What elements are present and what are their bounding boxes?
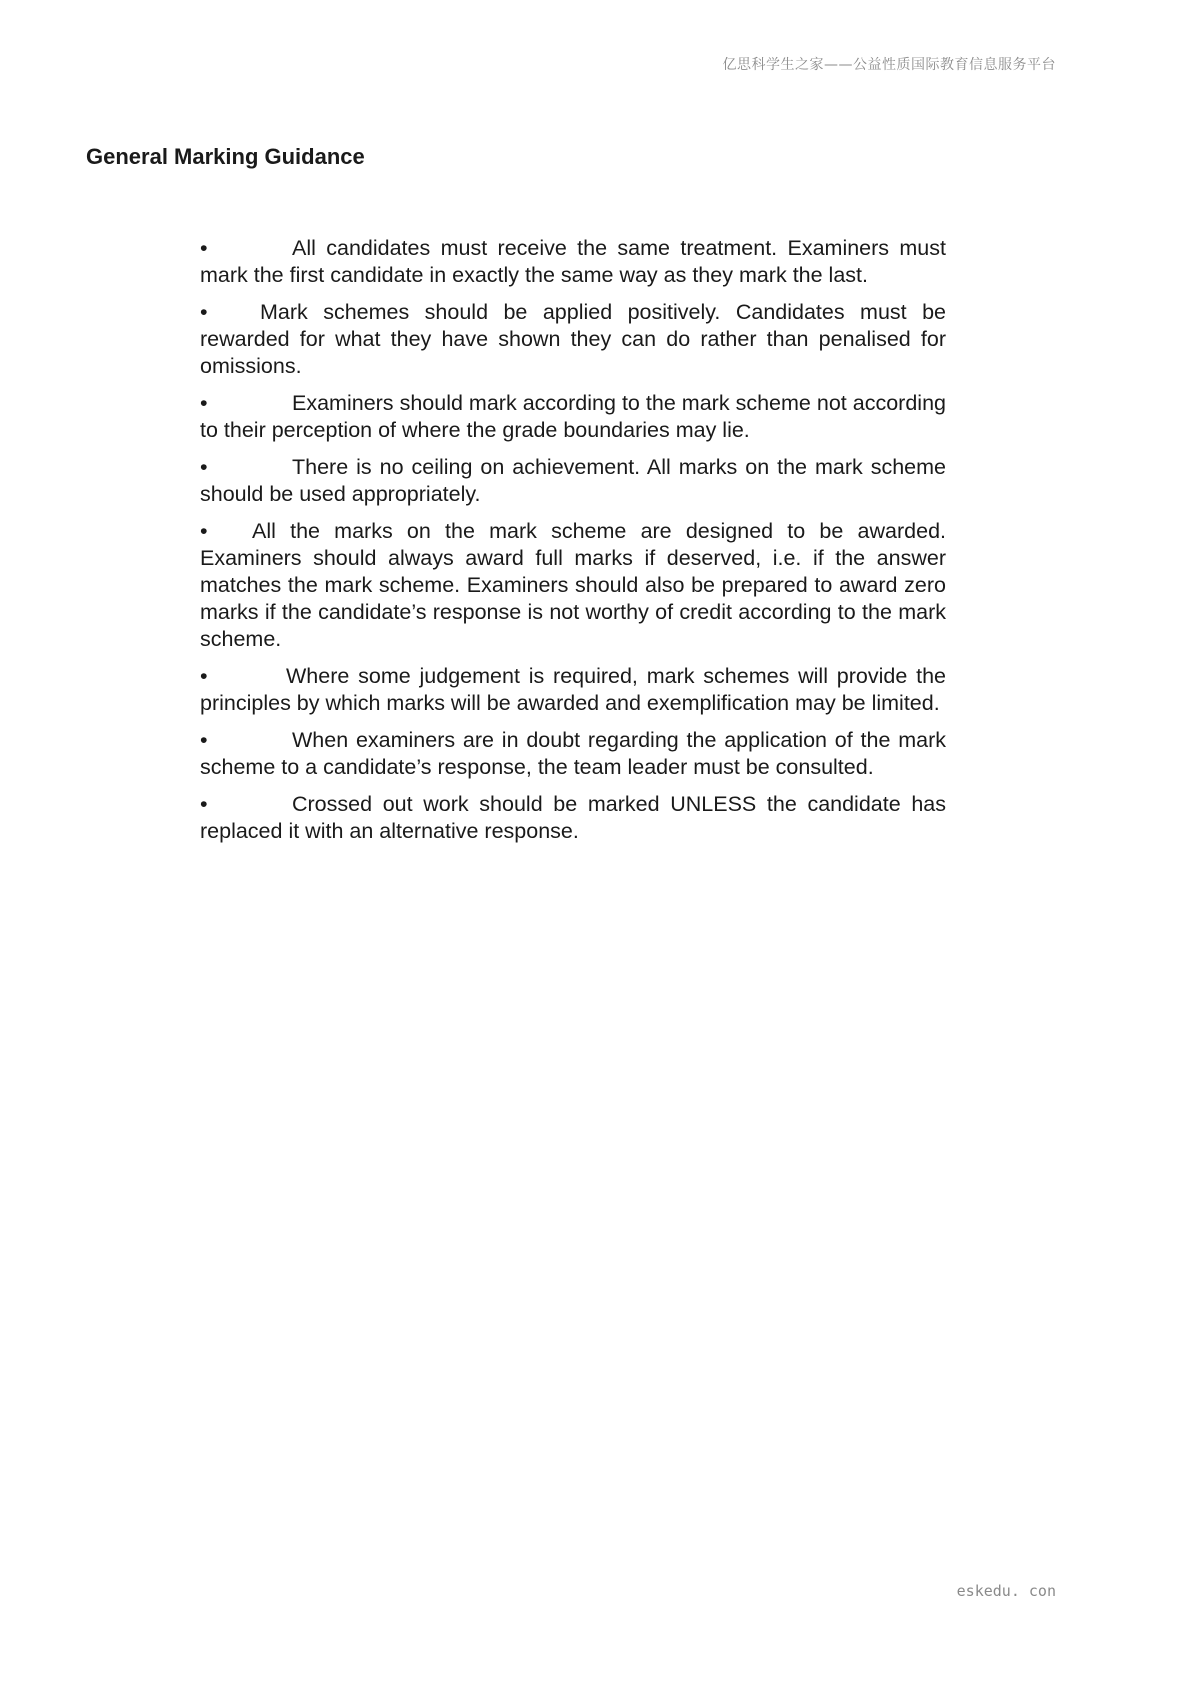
list-item xyxy=(200,727,946,781)
bullet-icon: • xyxy=(200,236,208,260)
bullet-icon: • xyxy=(200,391,208,415)
bullet-icon: • xyxy=(200,455,208,479)
list-item-text: Mark schemes should be applied positively. Candidates must be rewarded for what they have shown they can do rather than penalised for omissions. xyxy=(200,300,946,378)
bullet-icon: • xyxy=(200,300,208,324)
page-title: General Marking Guidance xyxy=(86,144,365,169)
list-item-text: When examiners are in doubt regarding the application of the mark scheme to a candidate’s response, the team leader must be consulted. xyxy=(200,728,946,779)
list-item xyxy=(200,390,946,444)
bullet-icon: • xyxy=(200,792,208,816)
list-item xyxy=(200,663,946,717)
list-item xyxy=(200,518,946,653)
list-item xyxy=(200,454,946,508)
list-item-text: All candidates must receive the same treatment. Examiners must mark the first candidate in exactly the same way as they mark the last. xyxy=(200,236,946,287)
list-item-text: All the marks on the mark scheme are designed to be awarded. Examiners should always award full marks if deserved, i.e. if the answer matches the mark scheme. Examiners should also be prepared to award zero marks if the candidate’s response is not worthy of credit according to the mark scheme. xyxy=(200,519,946,651)
page-footer-watermark: eskedu. con xyxy=(956,1582,1056,1600)
guidance-list xyxy=(200,235,946,855)
list-item xyxy=(200,235,946,289)
list-item-text: Where some judgement is required, mark schemes will provide the principles by which marks will be awarded and exemplification may be limited. xyxy=(200,664,946,715)
list-item xyxy=(200,299,946,380)
page-header-watermark: 亿思科学生之家——公益性质国际教育信息服务平台 xyxy=(722,57,1056,73)
bullet-icon: • xyxy=(200,728,208,752)
bullet-icon: • xyxy=(200,519,208,543)
list-item-text: Examiners should mark according to the mark scheme not according to their perception of where the grade boundaries may lie. xyxy=(200,391,946,442)
bullet-icon: • xyxy=(200,664,208,688)
list-item-text: Crossed out work should be marked UNLESS the candidate has replaced it with an alternative response. xyxy=(200,792,946,843)
list-item-text: There is no ceiling on achievement. All marks on the mark scheme should be used appropriately. xyxy=(200,455,946,506)
list-item xyxy=(200,791,946,845)
